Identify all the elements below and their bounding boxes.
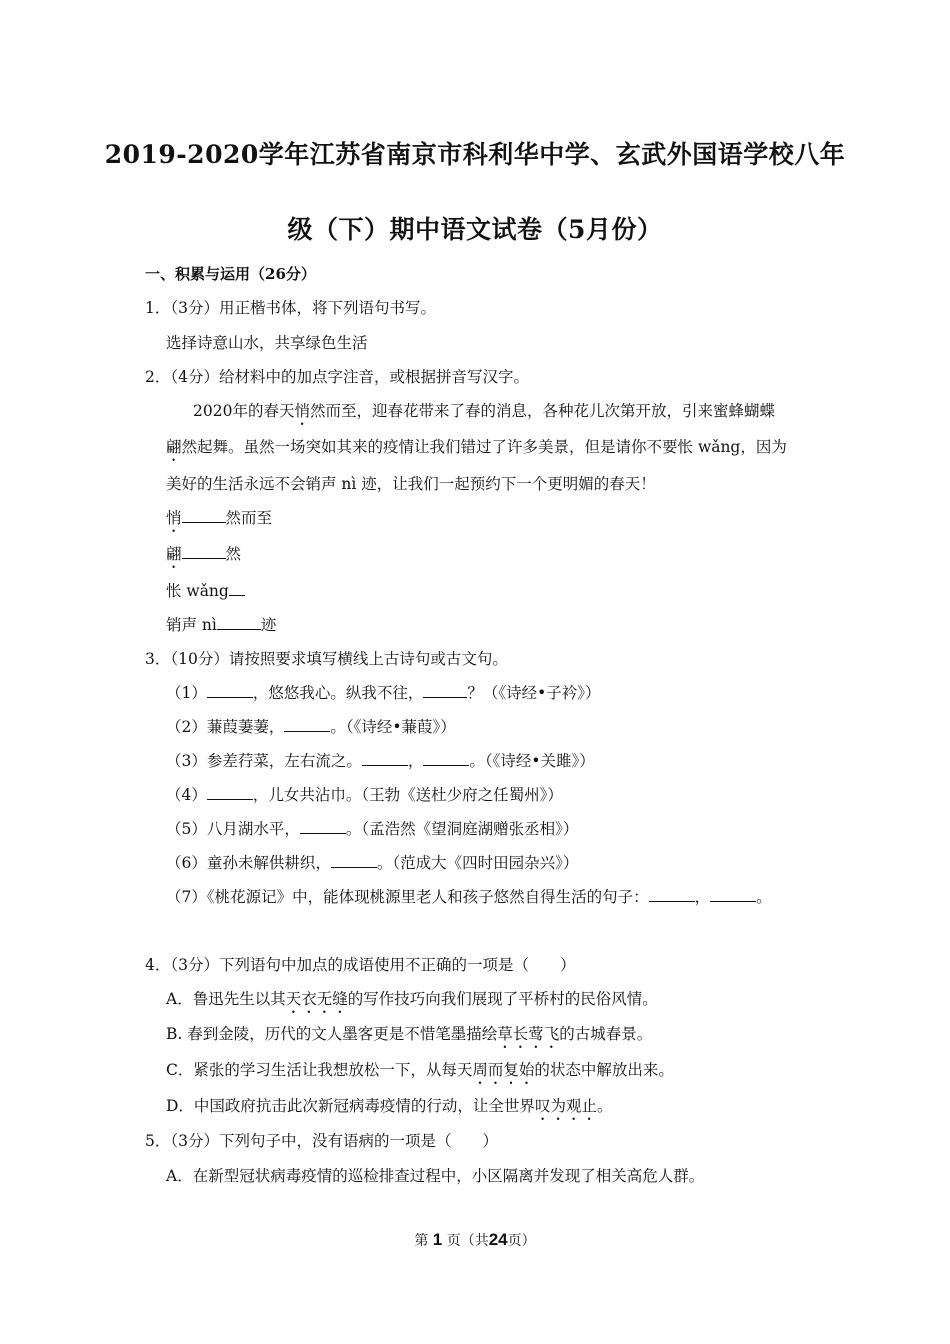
answer-blank[interactable] xyxy=(182,508,226,523)
question-3-item-6: （6）童孙未解供耕织， 。（范成大《四时田园杂兴》） xyxy=(166,854,579,872)
question-2-answer-1: 悄 然而至 xyxy=(166,509,273,527)
answer-blank[interactable] xyxy=(423,751,469,766)
answer-blank[interactable] xyxy=(710,887,756,902)
question-2-stem: 2．（4分）给材料中的加点字注音，或根据拼音写汉字。 xyxy=(145,368,529,386)
question-2-passage-line3: 美好的生活永远不会销声 nì 迹，让我们一起预约下一个更明媚的春天！ xyxy=(166,475,656,493)
answer-blank[interactable] xyxy=(284,717,330,732)
section-heading: 一、积累与运用（26分） xyxy=(145,265,316,283)
answer-blank[interactable] xyxy=(331,853,377,868)
question-4-option-b[interactable]: B. 春到金陵，历代的文人墨客更是不惜笔墨描绘草长莺飞的古城春景。 xyxy=(166,1025,653,1043)
answer-blank[interactable] xyxy=(300,819,346,834)
page-footer: 第 1 页（共24页） xyxy=(414,1230,536,1249)
answer-blank[interactable] xyxy=(649,887,695,902)
question-3-item-5: （5）八月湖水平， 。（孟浩然《望洞庭湖赠张丞相》） xyxy=(166,820,579,838)
question-3-item-7: （7）《桃花源记》中，能体现桃源里老人和孩子悠然自得生活的句子： ， 。 xyxy=(166,888,772,906)
dotted-idiom: 周而复始 xyxy=(472,1061,535,1079)
question-3-item-2: （2）蒹葭萋萋， 。（《诗经•蒹葭》） xyxy=(166,718,456,736)
answer-blank[interactable] xyxy=(207,683,253,698)
answer-blank[interactable] xyxy=(362,751,408,766)
page-number: 1 xyxy=(432,1230,443,1249)
answer-blank[interactable] xyxy=(217,615,261,630)
question-4-option-c[interactable]: C．紧张的学习生活让我想放松一下，从每天周而复始的状态中解放出来。 xyxy=(166,1061,674,1079)
question-2-answer-3: 怅 wǎng xyxy=(166,581,245,601)
question-2-answer-2: 翩 然 xyxy=(166,545,242,563)
question-2-passage-line1: 2020年的春天悄然而至，迎春花带来了春的消息，各种花儿次第开放，引来蜜蜂蝴蝶 xyxy=(193,402,775,420)
answer-blank[interactable] xyxy=(229,581,245,596)
question-2-answer-4: 销声 nì 迹 xyxy=(166,616,277,634)
dotted-char: 翩 xyxy=(166,438,182,456)
question-3-stem: 3．（10分）请按照要求填写横线上古诗句或古文句。 xyxy=(145,650,508,668)
question-2-passage-line2: 翩然起舞。虽然一场突如其来的疫情让我们错过了许多美景，但是请你不要怅 wǎng，因为 xyxy=(166,438,787,456)
exam-title-line1: 2019-2020学年江苏省南京市科利华中学、玄武外国语学校八年 xyxy=(104,140,846,169)
question-1-text: 选择诗意山水，共享绿色生活 xyxy=(166,334,368,352)
question-4-option-d[interactable]: D．中国政府抗击此次新冠病毒疫情的行动，让全世界叹为观止。 xyxy=(166,1097,613,1115)
dotted-char: 悄 xyxy=(294,402,310,420)
question-3-item-1: （1） ，悠悠我心。纵我不往， ？（《诗经•子衿》） xyxy=(166,684,601,702)
exam-title-line2: 级（下）期中语文试卷（5月份） xyxy=(287,215,663,244)
answer-blank[interactable] xyxy=(207,785,253,800)
question-4-option-a[interactable]: A．鲁迅先生以其天衣无缝的写作技巧向我们展现了平桥村的民俗风情。 xyxy=(166,990,658,1008)
page-total: 24 xyxy=(488,1230,508,1249)
question-3-item-4: （4） ，儿女共沾巾。（王勃《送杜少府之任蜀州》） xyxy=(166,786,563,804)
question-1-stem: 1．（3分）用正楷书体，将下列语句书写。 xyxy=(145,299,436,317)
dotted-idiom: 叹为观止 xyxy=(534,1097,597,1115)
question-5-option-a[interactable]: A．在新型冠状病毒疫情的巡检排查过程中，小区隔离并发现了相关高危人群。 xyxy=(166,1167,705,1185)
question-5-stem: 5．（3分）下列句子中，没有语病的一项是（ ） xyxy=(145,1132,498,1150)
dotted-idiom: 天衣无缝 xyxy=(285,990,348,1008)
dotted-idiom: 草长莺飞 xyxy=(497,1025,560,1043)
question-4-stem: 4．（3分）下列语句中加点的成语使用不正确的一项是（ ） xyxy=(145,956,576,974)
answer-blank[interactable] xyxy=(182,544,226,559)
answer-blank[interactable] xyxy=(423,683,467,698)
question-3-item-3: （3）参差荇菜，左右流之。 ， 。（《诗经•关雎》） xyxy=(166,752,595,770)
